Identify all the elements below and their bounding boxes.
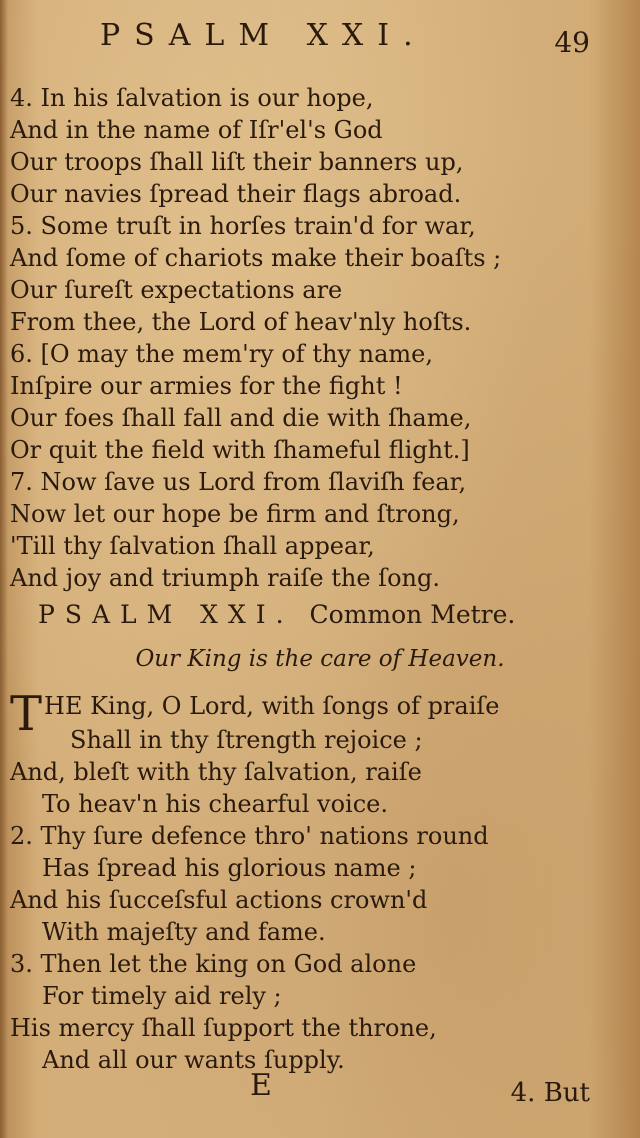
psalm-heading-metre: Common Metre. (309, 600, 516, 629)
verse-line: 4. In his ſalvation is our hope, (10, 84, 374, 112)
verse-line: Our navies ſpread their flags abroad. (10, 180, 462, 208)
verse-line: And all our wants ſupply. (42, 1046, 345, 1074)
second-psalm-text (10, 686, 610, 1076)
verse-line: Or quit the field with ſhameful flight.] (10, 436, 470, 464)
verse-line: And joy and triumph raiſe the ſong. (10, 564, 440, 592)
verse-line: And, bleſt with thy ſalvation, raiſe (10, 758, 422, 786)
drop-cap: T (10, 686, 43, 742)
verse-line: Shall in thy ſtrength rejoice ; (70, 726, 423, 754)
verse-line: 2. Thy ſure defence thro' nations round (10, 822, 489, 850)
psalm-subtitle: Our King is the care of Heaven. (135, 646, 505, 672)
verse-line: 6. [O may the mem'ry of thy name, (10, 340, 433, 368)
verse-line: 'Till thy ſalvation ſhall appear, (10, 532, 375, 560)
catchword: 4. But (510, 1078, 590, 1108)
verse-line: Our ſureſt expectations are (10, 276, 343, 304)
verse-line: With majeſty and fame. (42, 918, 326, 946)
signature-mark: E (250, 1068, 272, 1103)
verse-line: Inſpire our armies for the fight ! (10, 372, 403, 400)
verse-line: For timely aid rely ; (42, 982, 282, 1010)
verse-line: Has ſpread his glorious name ; (42, 854, 417, 882)
verse-line: His mercy ſhall ſupport the throne, (10, 1014, 437, 1042)
running-head: PSALM XXI. (100, 18, 427, 53)
verse-line: 5. Some truſt in horſes train'd for war, (10, 212, 476, 240)
verse-line: From thee, the Lord of heav'nly hoſts. (10, 308, 472, 336)
page-header (0, 18, 640, 58)
page-edge-shadow (0, 0, 8, 1138)
verse-line: Our troops ſhall liſt their banners up, (10, 148, 464, 176)
verse-line: 3. Then let the king on God alone (10, 950, 417, 978)
verse-line: 7. Now ſave us Lord from ſlaviſh fear, (10, 468, 467, 496)
verse-line: And ſome of chariots make their boaſts ; (10, 244, 502, 272)
first-psalm-text (10, 82, 610, 594)
verse-line: To heav'n his chearful voice. (42, 790, 388, 818)
page-number: 49 (554, 26, 590, 59)
verse-line: Now let our hope be firm and ſtrong, (10, 500, 460, 528)
first-line-text: HE King, O Lord, with ſongs of praiſe (44, 692, 500, 720)
verse-line: And his ſucceſsful actions crown'd (10, 886, 428, 914)
psalm-heading-name: PSALM XXI. (38, 600, 294, 629)
verse-line: And in the name of Iſr'el's God (10, 116, 383, 144)
psalm-heading (38, 600, 515, 629)
verse-line: Our foes ſhall fall and die with ſhame, (10, 404, 472, 432)
